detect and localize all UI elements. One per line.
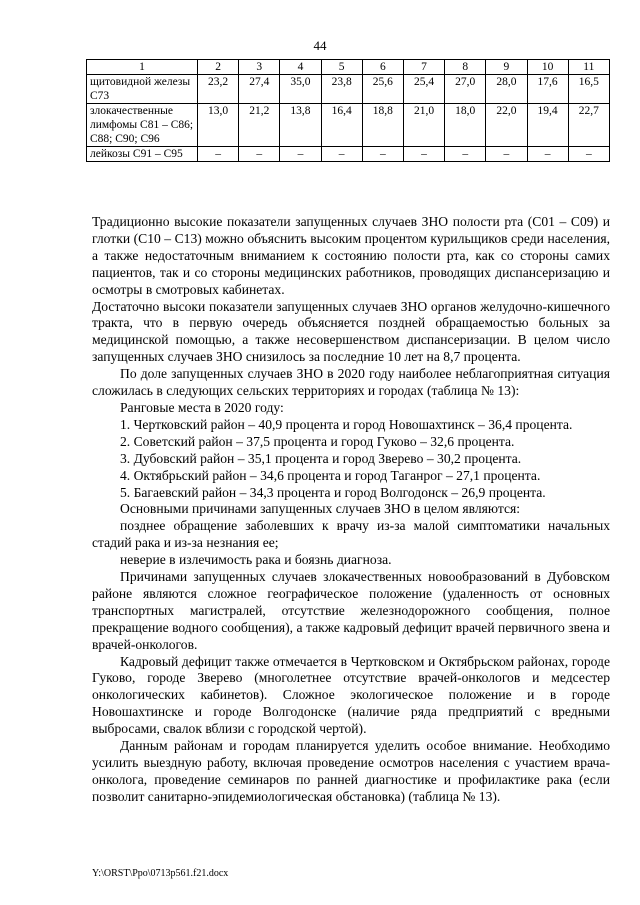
table-cell: 27,4 bbox=[239, 75, 280, 104]
table-cell: 35,0 bbox=[280, 75, 321, 104]
incidence-table bbox=[86, 59, 610, 162]
table-cell: – bbox=[280, 147, 321, 162]
table-cell: 23,8 bbox=[321, 75, 362, 104]
row-label: лейкозы С91 – С95 bbox=[87, 147, 198, 162]
table-cell: 13,8 bbox=[280, 104, 321, 147]
table-header-cell: 11 bbox=[568, 60, 609, 75]
table-cell: 28,0 bbox=[486, 75, 527, 104]
table-cell: 25,6 bbox=[362, 75, 403, 104]
table-cell: 23,2 bbox=[198, 75, 239, 104]
paragraph: 2. Советский район – 37,5 процента и город Гуково – 32,6 процента. bbox=[120, 433, 515, 449]
table-header-cell: 6 bbox=[362, 60, 403, 75]
table-cell: 16,4 bbox=[321, 104, 362, 147]
table-header-cell: 3 bbox=[239, 60, 280, 75]
table-row bbox=[87, 75, 610, 104]
paragraph: Данным районам и городам планируется уделить особое внимание. Необходимо усилить выездную работу, включая проведение осмотров населения с участием врача-онколога, проведение семинаров по ранней диагностике и профилактике рака (если позволит санитарно-эпидемиологическая обстановка) (таблица № 13). bbox=[92, 738, 610, 804]
paragraph: Достаточно высоки показатели запущенных случаев ЗНО органов желудочно-кишечного тракта, что в первую очередь объясняется поздней обращаемостью больных за медицинской помощью, а также несовершенством диспансеризации. В целом число запущенных случаев ЗНО снизилось за последние 10 лет на 8,7 процента. bbox=[92, 298, 610, 365]
table-row bbox=[87, 104, 610, 147]
table-header-cell: 8 bbox=[445, 60, 486, 75]
paragraph: Причинами запущенных случаев злокачественных новообразований в Дубовском районе являются сложное географическое положение (удаленность от основных транспортных магистралей, отсутствие железнодорожного сообщения, полное прекращение водного сообщения), а также кадровый дефицит врачей первичного звена и врачей-онкологов. bbox=[92, 569, 610, 652]
body-text bbox=[92, 214, 610, 806]
table-cell: 22,7 bbox=[568, 104, 609, 147]
table-header-cell: 7 bbox=[403, 60, 444, 75]
paragraph: Ранговые места в 2020 году: bbox=[120, 399, 284, 415]
paragraph: 5. Багаевский район – 34,3 процента и город Волгодонск – 26,9 процента. bbox=[120, 484, 546, 500]
paragraph: Основными причинами запущенных случаев ЗНО в целом являются: bbox=[120, 501, 521, 517]
table-header-cell: 9 bbox=[486, 60, 527, 75]
table-cell: 18,0 bbox=[445, 104, 486, 147]
table-cell: 19,4 bbox=[527, 104, 568, 147]
footer-file-path: Y:\ORST\Ppo\0713p561.f21.docx bbox=[92, 868, 229, 879]
table-cell: 17,6 bbox=[527, 75, 568, 104]
table-header-row bbox=[87, 60, 610, 75]
paragraph: позднее обращение заболевших к врачу из-за малой симптоматики начальных стадий рака и из-за незнания ее; bbox=[92, 518, 610, 551]
paragraph: 1. Чертковский район – 40,9 процента и город Новошахтинск – 36,4 процента. bbox=[120, 416, 573, 432]
table-cell: 13,0 bbox=[198, 104, 239, 147]
table-cell: – bbox=[321, 147, 362, 162]
table-cell: 27,0 bbox=[445, 75, 486, 104]
table-cell: – bbox=[527, 147, 568, 162]
table-cell: – bbox=[403, 147, 444, 162]
table-header-cell: 1 bbox=[87, 60, 198, 75]
row-label: злокачественные лимфомы С81 – С86; С88; С90; С96 bbox=[87, 104, 198, 147]
paragraph: неверие в излечимость рака и боязнь диагноза. bbox=[120, 552, 392, 568]
paragraph: 3. Дубовский район – 35,1 процента и город Зверево – 30,2 процента. bbox=[120, 450, 522, 466]
table-cell: – bbox=[445, 147, 486, 162]
table-cell: – bbox=[198, 147, 239, 162]
table-cell: – bbox=[568, 147, 609, 162]
paragraph: 4. Октябрьский район – 34,6 процента и город Таганрог – 27,1 процента. bbox=[120, 467, 541, 483]
table-cell: 16,5 bbox=[568, 75, 609, 104]
paragraph: По доле запущенных случаев ЗНО в 2020 году наиболее неблагоприятная ситуация сложилась в следующих сельских территориях и городах (таблица № 13): bbox=[92, 366, 610, 399]
table-cell: – bbox=[486, 147, 527, 162]
paragraph: Кадровый дефицит также отмечается в Чертковском и Октябрьском районах, городе Гуково, городе Зверево (многолетнее отсутствие врачей-онкологов и медсестер онкологических кабинетов). Сложное экологическое положение и в городе Новошахтинске и городе Волгодонске (наличие ряда предприятий с вредными выбросами, свалок вблизи с городской чертой). bbox=[92, 653, 610, 737]
table-header-cell: 10 bbox=[527, 60, 568, 75]
table-header-cell: 5 bbox=[321, 60, 362, 75]
table-cell: – bbox=[239, 147, 280, 162]
page-number: 44 bbox=[313, 38, 327, 53]
table-cell: 18,8 bbox=[362, 104, 403, 147]
table-cell: 21,2 bbox=[239, 104, 280, 147]
table-header-cell: 4 bbox=[280, 60, 321, 75]
row-label: щитовидной железы С73 bbox=[87, 75, 198, 104]
table-cell: 22,0 bbox=[486, 104, 527, 147]
table-cell: – bbox=[362, 147, 403, 162]
table-cell: 21,0 bbox=[403, 104, 444, 147]
paragraph: Традиционно высокие показатели запущенных случаев ЗНО полости рта (С01 – С09) и глотки (С10 – С13) можно объяснить высоким процентом курильщиков среди населения, а также недостаточным вниманием к состоянию полости рта, как со стороны самих пациентов, так и со стороны медицинских работников, проводящих диспансеризацию и осмотры в смотровых кабинетах. bbox=[92, 214, 610, 297]
table-cell: 25,4 bbox=[403, 75, 444, 104]
table-row bbox=[87, 147, 610, 162]
table-header-cell: 2 bbox=[198, 60, 239, 75]
